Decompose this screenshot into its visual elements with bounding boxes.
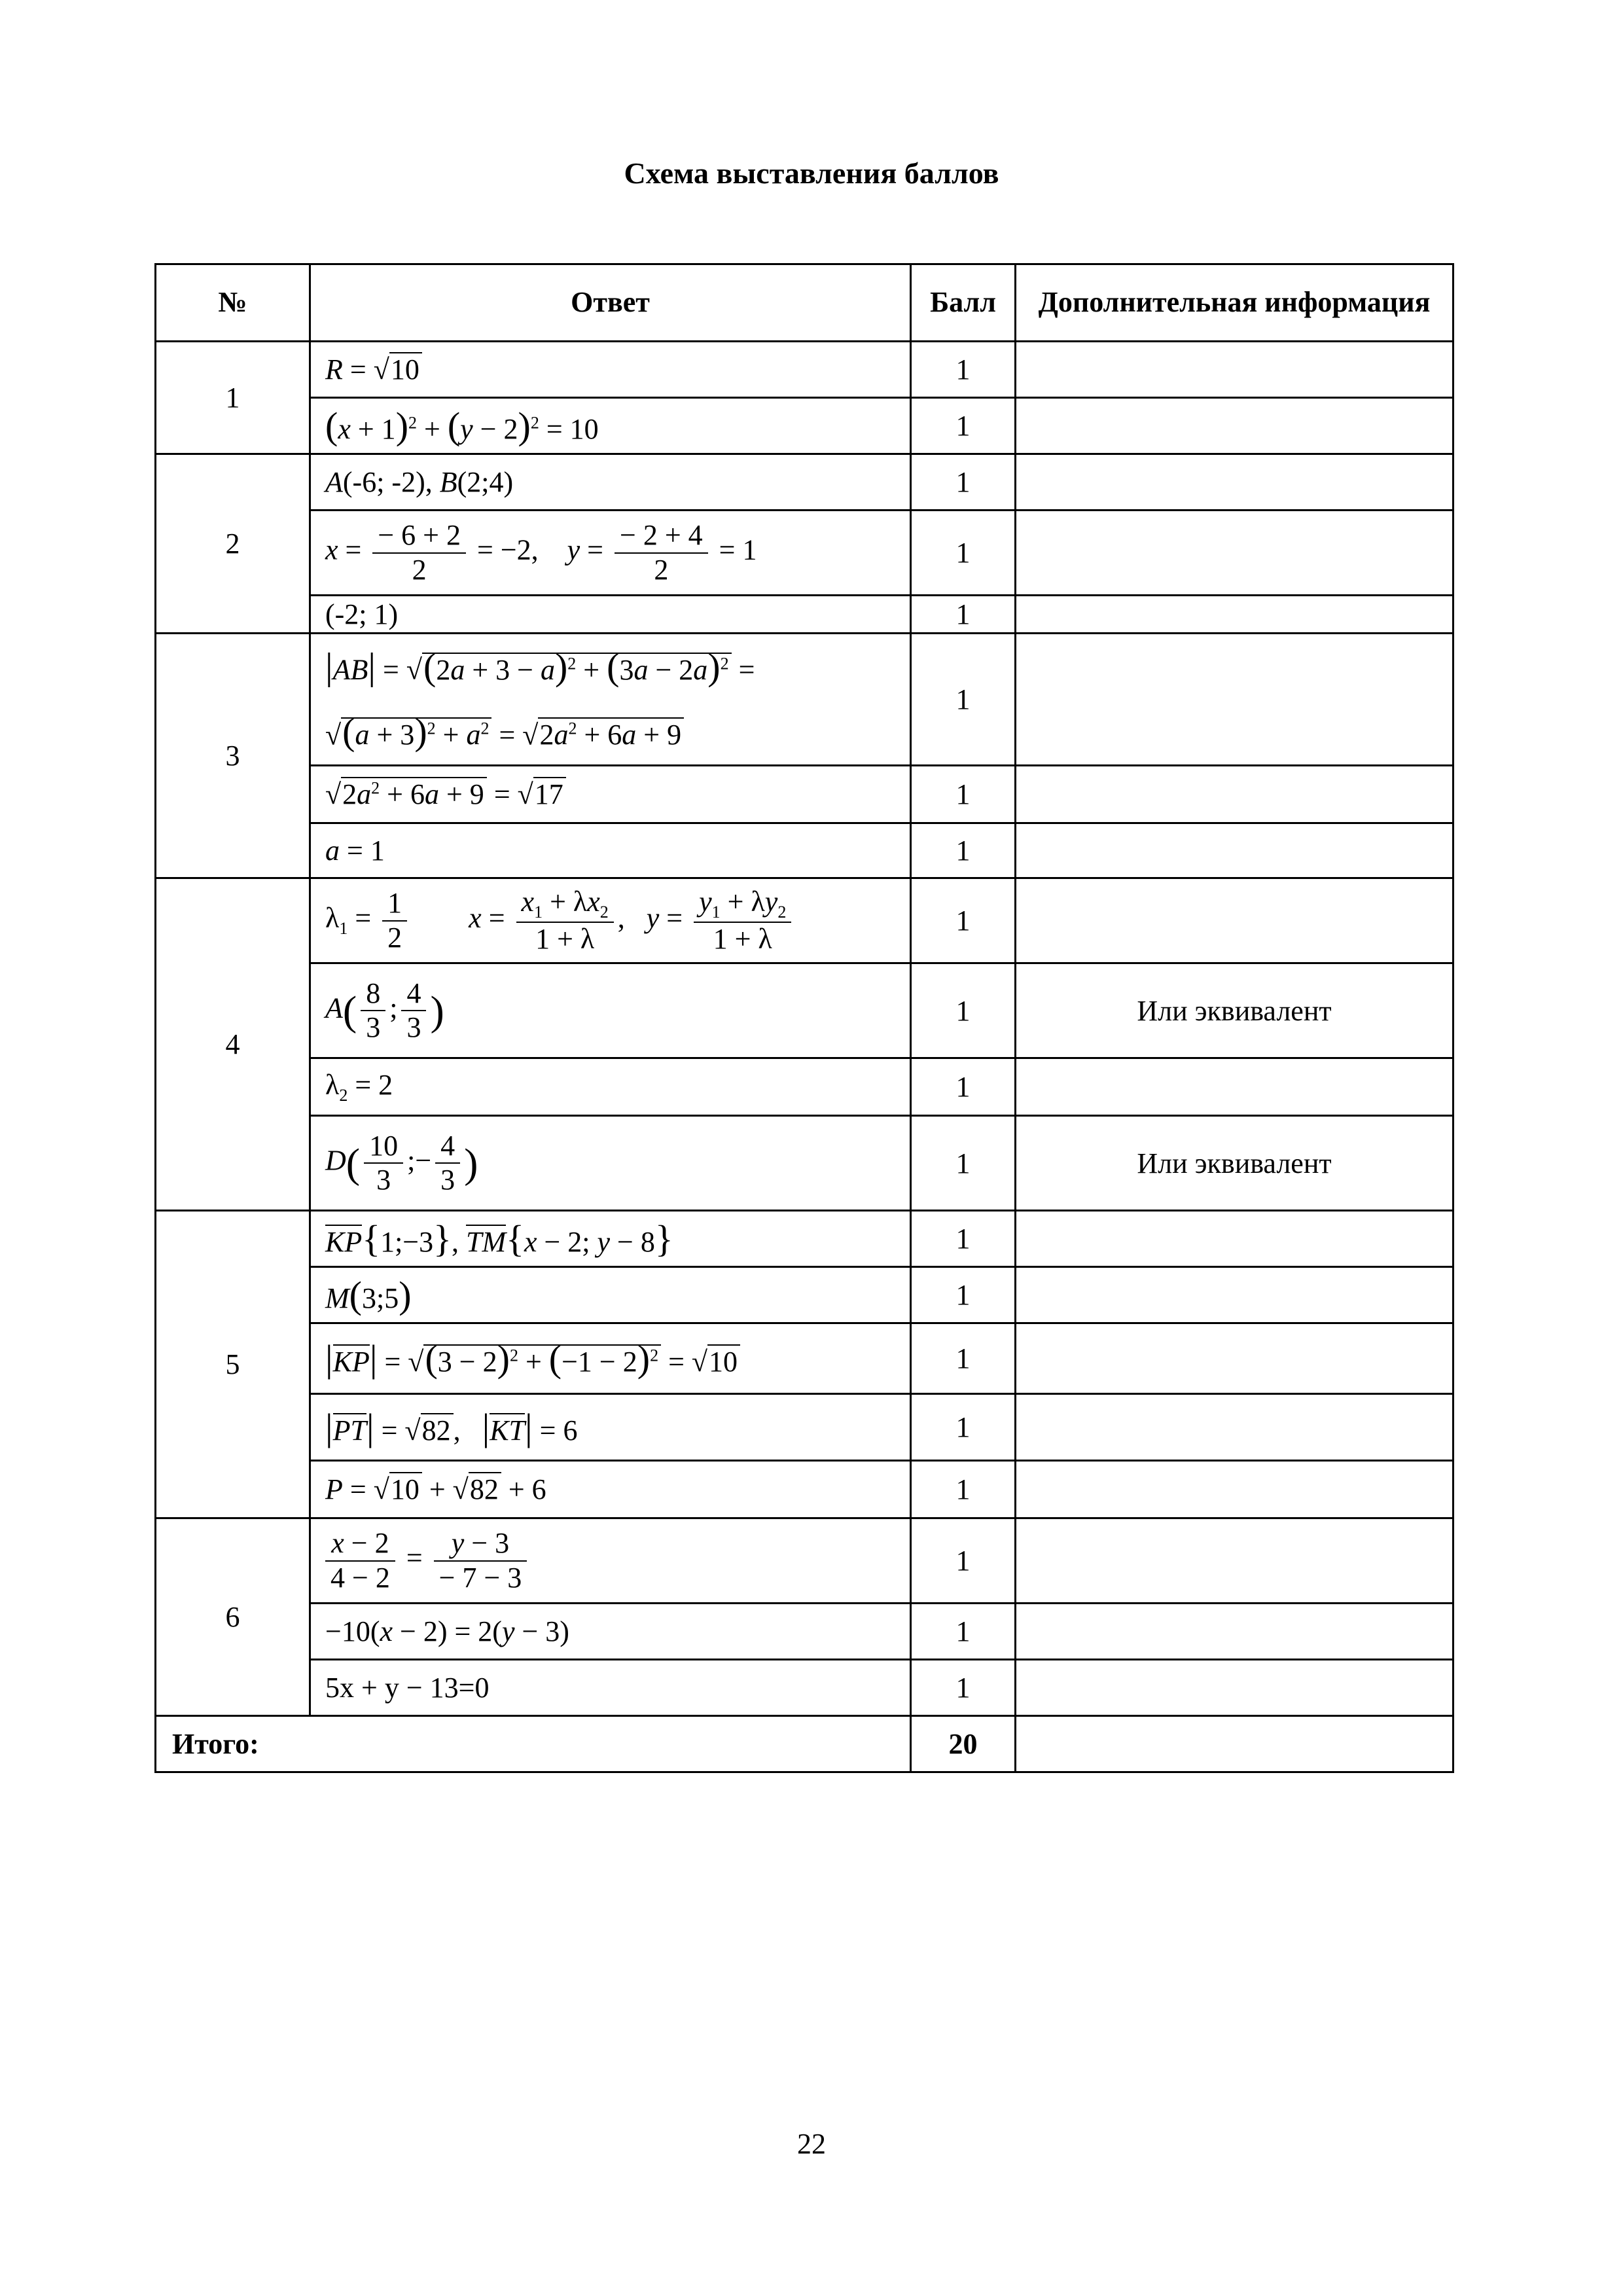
points-cell: 1 xyxy=(911,1660,1016,1716)
table-row xyxy=(156,1323,1454,1394)
answer-cell: A( $\frac{8}{3}$ ; $\frac{4}{3}$ ) xyxy=(310,963,911,1058)
total-points: 20 xyxy=(911,1716,1016,1772)
task-number: 6 xyxy=(156,1518,310,1716)
points-cell: 1 xyxy=(911,511,1016,596)
task-number: 2 xyxy=(156,454,310,634)
answer-cell: KP{1;−3}, TM{x − 2; y − 8} xyxy=(310,1211,911,1267)
info-cell xyxy=(1016,1323,1454,1394)
answer-cell: M(3;5) xyxy=(310,1267,911,1323)
answer-cell: $|KP| = √(3 - 2)^2 + (-1 - 2)^2 = √10$ xyxy=(310,1323,911,1394)
answer-cell: |PT| = √82, |KT| = 6 xyxy=(310,1394,911,1461)
table-row xyxy=(156,398,1454,454)
points-cell: 1 xyxy=(911,823,1016,878)
table-row xyxy=(156,1394,1454,1461)
points-cell: 1 xyxy=(911,878,1016,963)
answer-cell: a = 1 xyxy=(310,823,911,878)
answer-cell: $\lambda_1$ = $\frac{1}{2}$ x = $\frac{x_1 + \lambda x_2}{1 + \lambda}$ , y = $\frac{y_1 + \lambda y_2}{1 + \lambda}$ xyxy=(310,878,911,963)
info-cell xyxy=(1016,1211,1454,1267)
table-row xyxy=(156,1660,1454,1716)
header-points: Балл xyxy=(911,264,1016,342)
points-cell: 1 xyxy=(911,1604,1016,1660)
points-cell: 1 xyxy=(911,1518,1016,1604)
table-row xyxy=(156,823,1454,878)
task-number: 4 xyxy=(156,878,310,1211)
table-row xyxy=(156,634,1454,766)
total-row xyxy=(156,1716,1454,1772)
answer-cell: $\frac{x - 2}{4 - 2}$ = $\frac{y - 3}{- 7 - 3}$ xyxy=(310,1518,911,1604)
header-num: № xyxy=(156,264,310,342)
table-row xyxy=(156,1058,1454,1116)
info-cell xyxy=(1016,878,1454,963)
points-cell: 1 xyxy=(911,963,1016,1058)
info-cell xyxy=(1016,823,1454,878)
points-cell: 1 xyxy=(911,1058,1016,1116)
answer-cell: $(x + 1)^2 + (y - 2)^2 = 10$ xyxy=(310,398,911,454)
answer-cell: R = √10 xyxy=(310,342,911,398)
info-cell: Или эквивалент xyxy=(1016,1116,1454,1211)
points-cell: 1 xyxy=(911,398,1016,454)
task-number: 5 xyxy=(156,1211,310,1518)
info-cell xyxy=(1016,1716,1454,1772)
header-info: Дополнительная информация xyxy=(1016,264,1454,342)
info-cell xyxy=(1016,1058,1454,1116)
points-cell: 1 xyxy=(911,1211,1016,1267)
answer-cell: −10(x − 2) = 2(y − 3) xyxy=(310,1604,911,1660)
points-cell: 1 xyxy=(911,1461,1016,1518)
answer-cell: $\lambda_2 = 2$ xyxy=(310,1058,911,1116)
table-row xyxy=(156,342,1454,398)
info-cell xyxy=(1016,1461,1454,1518)
info-cell xyxy=(1016,398,1454,454)
answer-cell: (-2; 1) xyxy=(310,596,911,634)
info-cell xyxy=(1016,1518,1454,1604)
answer-cell: x = $\frac{- 6 + 2}{2}$ = −2, y = $\frac{- 2 + 4}{2}$ = 1 xyxy=(310,511,911,596)
info-cell xyxy=(1016,766,1454,823)
page-title: Схема выставления баллов xyxy=(624,156,999,190)
info-cell xyxy=(1016,1604,1454,1660)
info-cell xyxy=(1016,1267,1454,1323)
answer-cell: P = √10 + √82 + 6 xyxy=(310,1461,911,1518)
info-cell xyxy=(1016,596,1454,634)
answer-cell: $|AB| = √(2a + 3 - a)^2 + (3a - 2a)^2$ = $√(a + 3)^2 + a^2 = √2a^2 + 6a + 9$ xyxy=(310,634,911,766)
score-table xyxy=(154,263,1454,1773)
table-row xyxy=(156,963,1454,1058)
header-row xyxy=(156,264,1454,342)
info-cell xyxy=(1016,634,1454,766)
answer-cell: $√2a^2 + 6a + 9 = √17$ xyxy=(310,766,911,823)
header-answer: Ответ xyxy=(310,264,911,342)
table-row xyxy=(156,878,1454,963)
table-row xyxy=(156,1461,1454,1518)
info-cell xyxy=(1016,1660,1454,1716)
info-cell xyxy=(1016,511,1454,596)
table-row xyxy=(156,1211,1454,1267)
table-row xyxy=(156,1116,1454,1211)
points-cell: 1 xyxy=(911,766,1016,823)
points-cell: 1 xyxy=(911,1394,1016,1461)
points-cell: 1 xyxy=(911,454,1016,511)
info-cell xyxy=(1016,454,1454,511)
points-cell: 1 xyxy=(911,342,1016,398)
table-row xyxy=(156,596,1454,634)
total-label: Итого: xyxy=(156,1716,911,1772)
answer-cell: 5x + y − 13=0 xyxy=(310,1660,911,1716)
points-cell: 1 xyxy=(911,596,1016,634)
points-cell: 1 xyxy=(911,634,1016,766)
page-number: 22 xyxy=(797,2128,826,2160)
answer-cell: D( $\frac{10}{3}$ ;− $\frac{4}{3}$ ) xyxy=(310,1116,911,1211)
points-cell: 1 xyxy=(911,1267,1016,1323)
task-number: 3 xyxy=(156,634,310,878)
answer-cell: A(-6; -2), B(2;4) xyxy=(310,454,911,511)
info-cell xyxy=(1016,1394,1454,1461)
points-cell: 1 xyxy=(911,1323,1016,1394)
info-cell xyxy=(1016,342,1454,398)
table-row xyxy=(156,766,1454,823)
table-row xyxy=(156,511,1454,596)
points-cell: 1 xyxy=(911,1116,1016,1211)
table-row xyxy=(156,1518,1454,1604)
table-row xyxy=(156,454,1454,511)
info-cell: Или эквивалент xyxy=(1016,963,1454,1058)
table-row xyxy=(156,1604,1454,1660)
task-number: 1 xyxy=(156,342,310,454)
table-row xyxy=(156,1267,1454,1323)
